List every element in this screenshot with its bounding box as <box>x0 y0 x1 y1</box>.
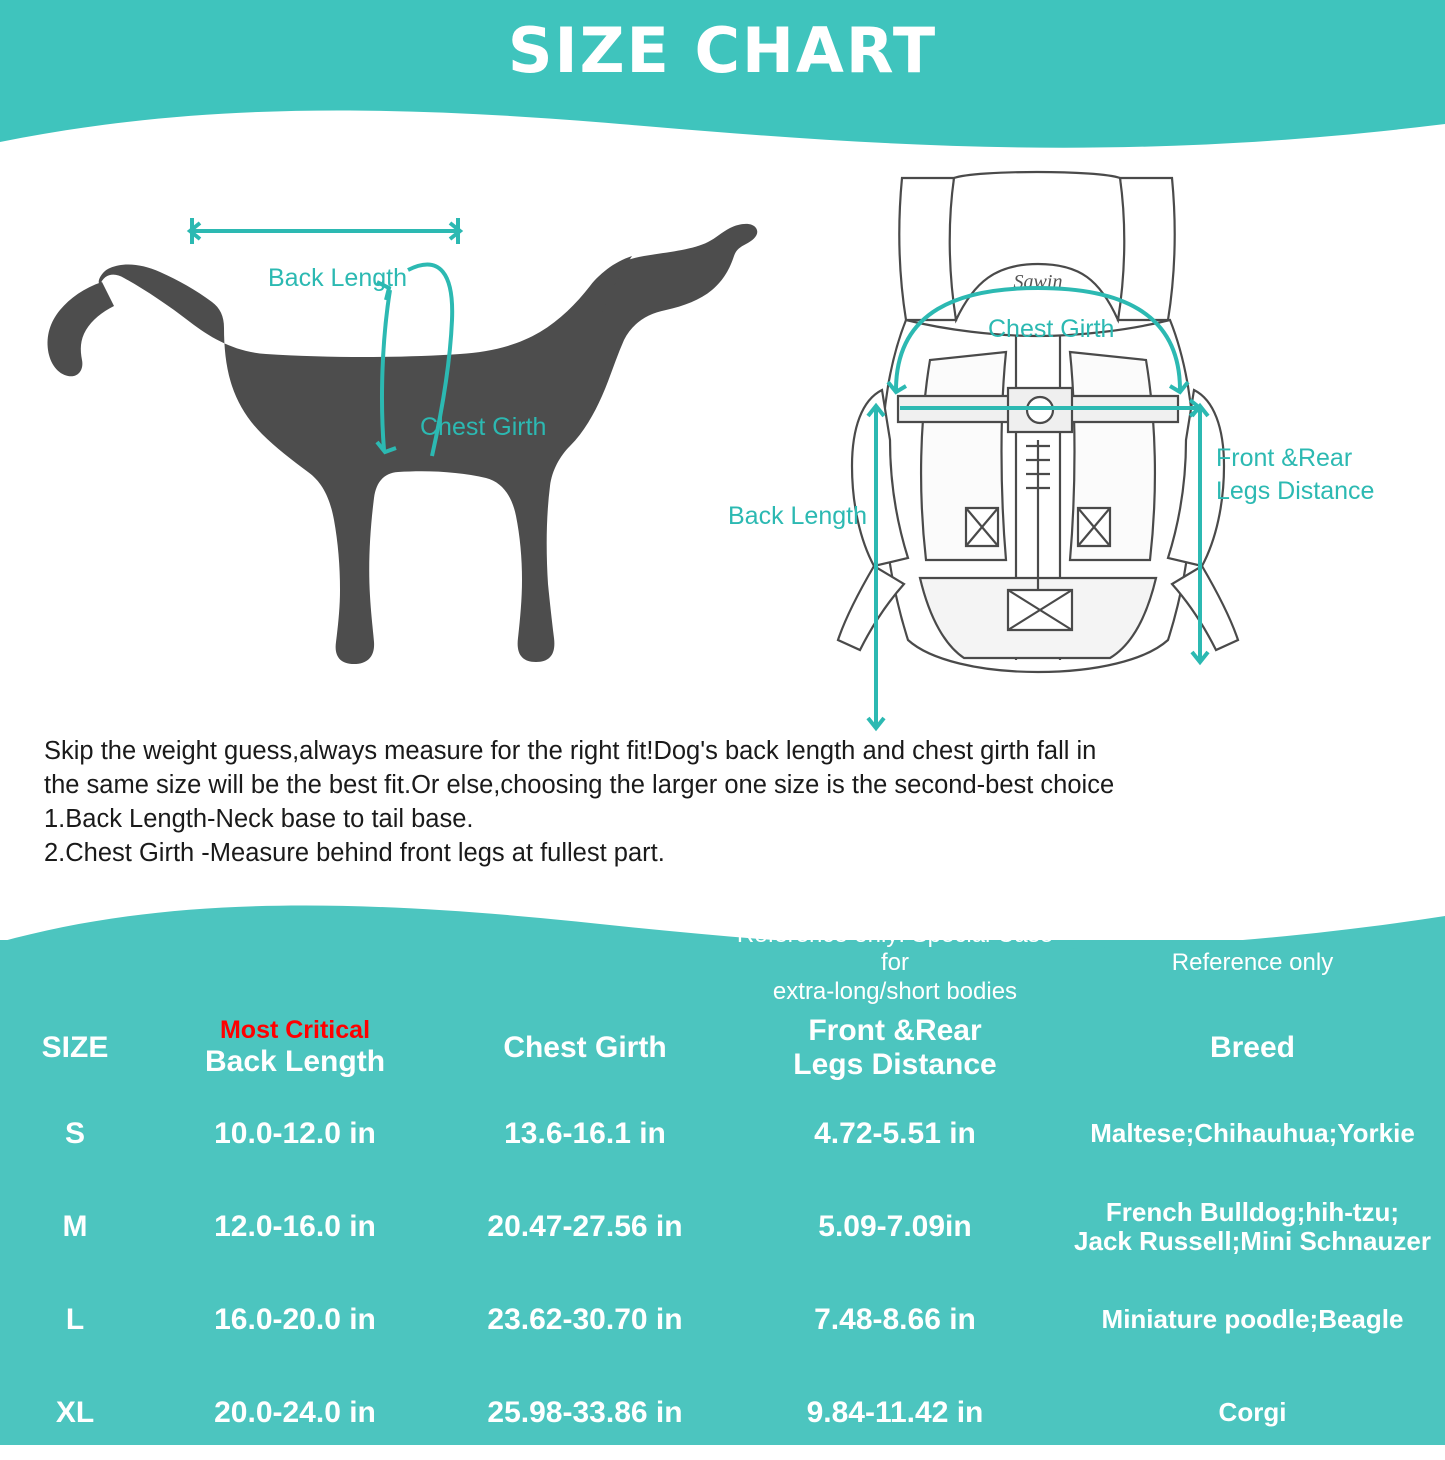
dog-back-length-arrow <box>190 218 460 244</box>
column-header-breed: Breed <box>1209 1031 1296 1065</box>
cell-breed-line1: Corgi <box>1218 1397 1287 1428</box>
dog-silhouette-diagram <box>40 170 800 740</box>
note-legs-line1: Reference only: Special Case for <box>736 921 1054 977</box>
instruction-line-4: 2.Chest Girth -Measure behind front legs at fullest part. <box>44 838 665 867</box>
carrier-brand-mark: Sawin <box>1013 271 1063 293</box>
cell-chest-girth: 13.6-16.1 in <box>504 1117 666 1151</box>
note-legs-distance <box>730 920 1060 1008</box>
table-row <box>0 1181 1445 1274</box>
cell-back-length: 12.0-16.0 in <box>214 1210 376 1244</box>
instruction-line-1: Skip the weight guess,always measure for the right fit!Dog's back length and chest girth fall in <box>44 737 1097 765</box>
note-legs-line2: extra-long/short bodies <box>772 977 1018 1005</box>
cell-chest-girth: 20.47-27.56 in <box>487 1210 683 1244</box>
cell-breed-line1: Maltese;Chihauhua;Yorkie <box>1090 1118 1415 1149</box>
cell-legs-distance: 9.84-11.42 in <box>806 1396 984 1430</box>
dog-collar <box>516 240 541 290</box>
size-chart-table-block <box>0 880 1445 1445</box>
cell-breed <box>1060 1274 1445 1367</box>
instruction-line-2: the same size will be the best fit.Or else,choosing the larger one size is the second-best choice <box>44 770 1115 799</box>
column-header-legs-line2: Legs Distance <box>793 1047 997 1081</box>
cell-breed <box>1060 1367 1445 1460</box>
column-header-back-length-label: Back Length <box>204 1044 386 1078</box>
cell-back-length: 10.0-12.0 in <box>214 1117 376 1151</box>
dog-back-length-label: Back Length <box>268 264 407 292</box>
note-empty-3 <box>440 920 730 1008</box>
column-header-legs-distance <box>730 1008 1060 1088</box>
cell-breed-line2: Jack Russell;Mini Schnauzer <box>1074 1226 1431 1257</box>
cell-size: L <box>65 1303 85 1337</box>
cell-size: XL <box>55 1396 95 1430</box>
cell-size: S <box>64 1117 85 1151</box>
carrier-outline <box>838 172 1238 672</box>
cell-back-length: 16.0-20.0 in <box>214 1303 376 1337</box>
size-chart-table <box>0 920 1445 1460</box>
dog-chest-girth-label: Chest Girth <box>420 413 547 441</box>
cell-breed-line1: French Bulldog;hih-tzu; <box>1105 1196 1400 1227</box>
column-header-size: SIZE <box>41 1031 109 1065</box>
instructions-block <box>44 735 1384 871</box>
illustration-area <box>0 150 1445 730</box>
cell-legs-distance: 7.48-8.66 in <box>814 1303 976 1337</box>
cell-legs-distance: 4.72-5.51 in <box>814 1117 976 1151</box>
note-empty-2 <box>150 920 440 1008</box>
column-header-legs-line1: Front &Rear <box>808 1014 982 1048</box>
page-header <box>0 0 1445 170</box>
cell-chest-girth: 23.62-30.70 in <box>487 1303 683 1337</box>
column-header-back-length <box>150 1008 440 1088</box>
note-breed: Reference only <box>1171 949 1334 977</box>
cell-legs-distance: 5.09-7.09in <box>818 1210 972 1244</box>
cell-breed <box>1060 1088 1445 1181</box>
carrier-legs-distance-label-line1: Front &Rear <box>1216 444 1353 472</box>
cell-breed <box>1060 1181 1445 1274</box>
note-empty-1 <box>0 920 150 1008</box>
carrier-legs-distance-label-line2: Legs Distance <box>1216 477 1375 505</box>
page-title: SIZE CHART <box>507 14 938 87</box>
cell-breed-line1: Miniature poodle;Beagle <box>1101 1304 1404 1335</box>
cell-size: M <box>62 1210 88 1244</box>
dog-eye <box>683 237 701 247</box>
table-row <box>0 1367 1445 1460</box>
cell-chest-girth: 25.98-33.86 in <box>487 1396 683 1430</box>
most-critical-tag: Most Critical <box>219 1016 371 1045</box>
column-header-chest-girth: Chest Girth <box>503 1031 667 1065</box>
table-row <box>0 1088 1445 1181</box>
cell-back-length: 20.0-24.0 in <box>214 1396 376 1430</box>
table-note-row <box>0 920 1445 1008</box>
carrier-back-length-label: Back Length <box>728 502 867 530</box>
carrier-chest-girth-label: Chest Girth <box>988 315 1115 343</box>
table-header-row <box>0 1008 1445 1088</box>
table-row <box>0 1274 1445 1367</box>
instruction-line-3: 1.Back Length-Neck base to tail base. <box>44 804 474 833</box>
